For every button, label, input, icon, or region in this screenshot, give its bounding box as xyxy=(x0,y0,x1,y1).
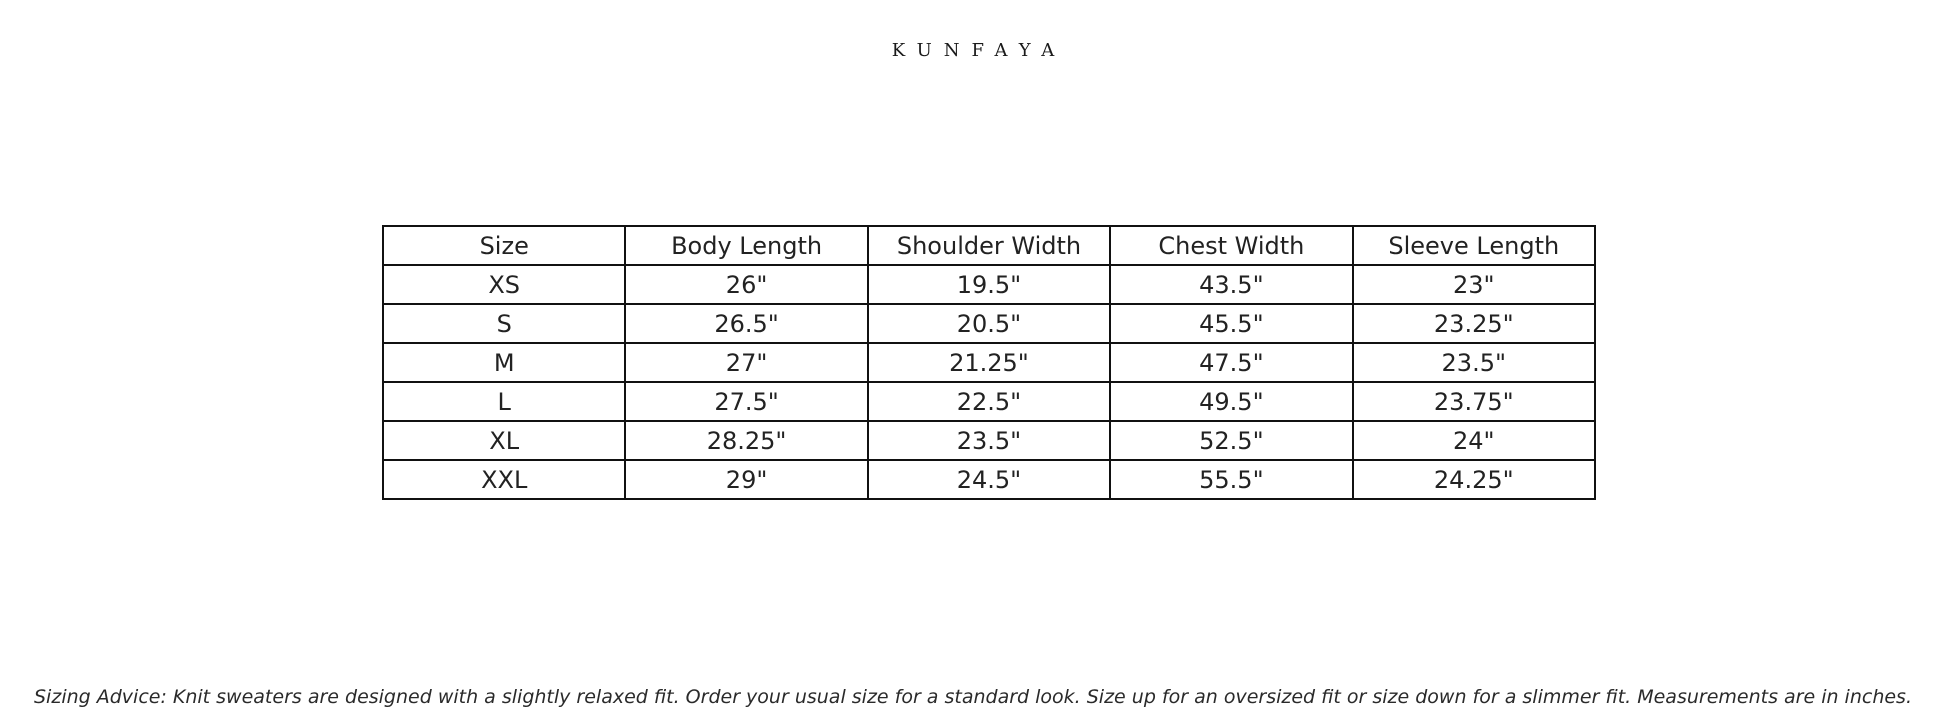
table-row xyxy=(383,382,1595,421)
cell-body-length: 29" xyxy=(625,460,867,499)
cell-sleeve-length: 24" xyxy=(1353,421,1595,460)
cell-size: S xyxy=(383,304,625,343)
table-header-row xyxy=(383,226,1595,265)
header-size: Size xyxy=(383,226,625,265)
header-body-length: Body Length xyxy=(625,226,867,265)
cell-shoulder-width: 24.5" xyxy=(868,460,1110,499)
cell-chest-width: 52.5" xyxy=(1110,421,1352,460)
table-row xyxy=(383,343,1595,382)
cell-sleeve-length: 23" xyxy=(1353,265,1595,304)
sizing-advice-note: Sizing Advice: Knit sweaters are designed with a slightly relaxed fit. Order your usual size for a standard look. Size up for an oversized fit or size down for a slimmer fit. Measurements are in inches. xyxy=(34,686,1912,708)
cell-size: XS xyxy=(383,265,625,304)
cell-chest-width: 47.5" xyxy=(1110,343,1352,382)
size-chart-table xyxy=(382,225,1596,500)
header-sleeve-length: Sleeve Length xyxy=(1353,226,1595,265)
cell-body-length: 26.5" xyxy=(625,304,867,343)
cell-shoulder-width: 20.5" xyxy=(868,304,1110,343)
cell-chest-width: 49.5" xyxy=(1110,382,1352,421)
cell-body-length: 28.25" xyxy=(625,421,867,460)
cell-shoulder-width: 19.5" xyxy=(868,265,1110,304)
table-row xyxy=(383,421,1595,460)
cell-size: M xyxy=(383,343,625,382)
cell-body-length: 27" xyxy=(625,343,867,382)
cell-body-length: 27.5" xyxy=(625,382,867,421)
cell-body-length: 26" xyxy=(625,265,867,304)
table-row xyxy=(383,304,1595,343)
cell-chest-width: 43.5" xyxy=(1110,265,1352,304)
cell-sleeve-length: 23.75" xyxy=(1353,382,1595,421)
header-shoulder-width: Shoulder Width xyxy=(868,226,1110,265)
cell-sleeve-length: 23.25" xyxy=(1353,304,1595,343)
cell-shoulder-width: 23.5" xyxy=(868,421,1110,460)
table-row xyxy=(383,460,1595,499)
header-chest-width: Chest Width xyxy=(1110,226,1352,265)
table-row xyxy=(383,265,1595,304)
cell-chest-width: 55.5" xyxy=(1110,460,1352,499)
cell-sleeve-length: 23.5" xyxy=(1353,343,1595,382)
cell-size: L xyxy=(383,382,625,421)
brand-logo: KUNFAYA xyxy=(891,40,1067,61)
cell-sleeve-length: 24.25" xyxy=(1353,460,1595,499)
cell-size: XL xyxy=(383,421,625,460)
cell-chest-width: 45.5" xyxy=(1110,304,1352,343)
cell-size: XXL xyxy=(383,460,625,499)
cell-shoulder-width: 21.25" xyxy=(868,343,1110,382)
cell-shoulder-width: 22.5" xyxy=(868,382,1110,421)
